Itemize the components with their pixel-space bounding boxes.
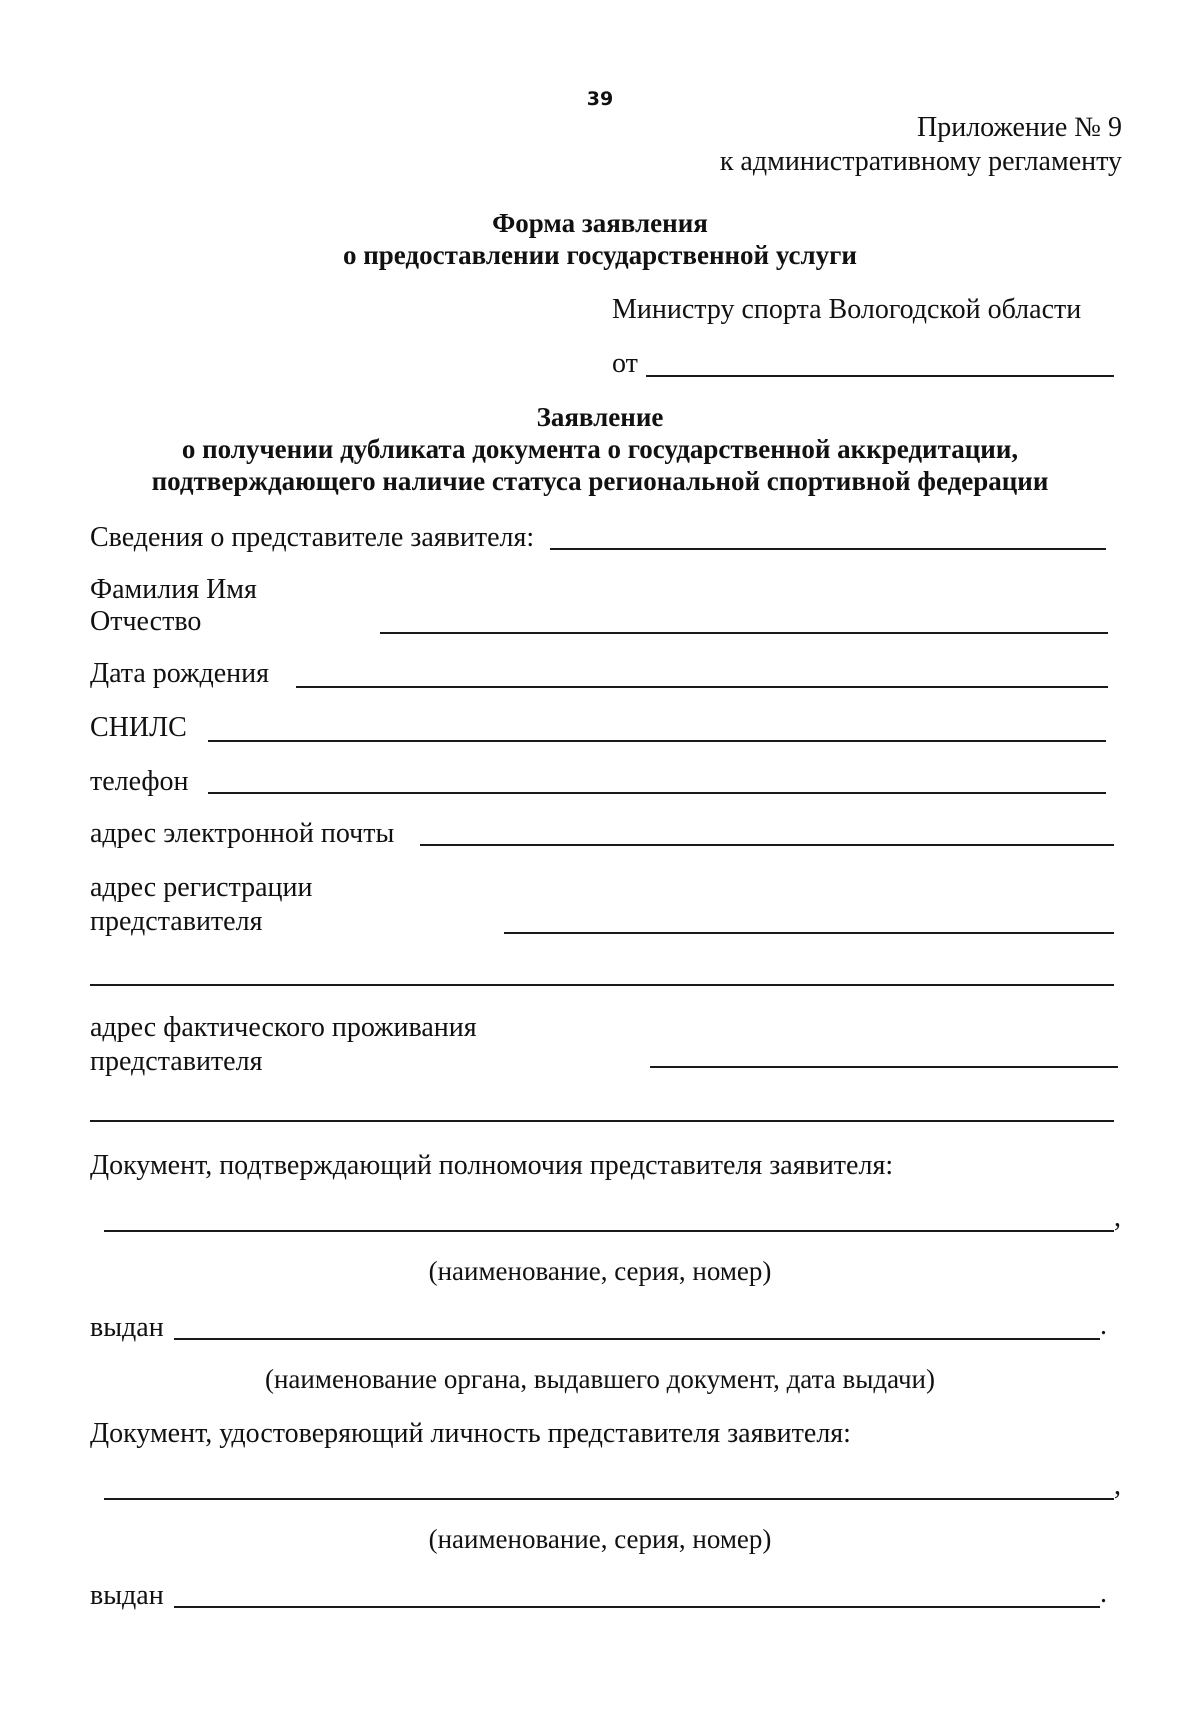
birth-date-line[interactable]	[296, 686, 1108, 688]
reg-address-label-1: адрес регистрации	[90, 872, 313, 903]
authority-doc-period: .	[1100, 1310, 1107, 1341]
identity-doc-comma: ,	[1114, 1470, 1121, 1501]
page-number: 39	[586, 88, 614, 110]
statement-title: Заявление	[536, 402, 664, 432]
actual-address-line-1[interactable]	[650, 1066, 1118, 1068]
authority-doc-heading: Документ, подтверждающий полномочия представителя заявителя:	[90, 1150, 894, 1181]
form-subtitle: о предоставлении государственной услуги	[342, 240, 857, 270]
snils-label: СНИЛС	[90, 712, 187, 743]
actual-address-line-2[interactable]	[90, 1120, 1114, 1122]
identity-doc-issued-label: выдан	[90, 1580, 164, 1611]
authority-doc-issuer-line[interactable]	[174, 1338, 1100, 1340]
phone-label: телефон	[90, 766, 189, 797]
authority-doc-issued-label: выдан	[90, 1312, 164, 1343]
authority-doc-issuer-caption: (наименование органа, выдавшего документ, дата выдачи)	[264, 1364, 936, 1394]
reg-address-label-2: представителя	[90, 906, 263, 937]
full-name-label-2: Отчество	[90, 606, 202, 637]
identity-doc-heading: Документ, удостоверяющий личность представителя заявителя:	[90, 1418, 851, 1449]
full-name-line[interactable]	[380, 632, 1108, 634]
full-name-label-1: Фамилия Имя	[90, 574, 257, 605]
identity-doc-name-line[interactable]	[104, 1498, 1114, 1500]
authority-doc-comma: ,	[1114, 1202, 1121, 1233]
appendix-reference: к административному регламенту	[719, 146, 1122, 177]
reg-address-line-1[interactable]	[504, 932, 1114, 934]
identity-doc-issuer-line[interactable]	[174, 1606, 1100, 1608]
appendix-number: Приложение № 9	[917, 112, 1122, 143]
addressee-from-label: от	[612, 348, 638, 379]
from-input-line[interactable]	[646, 375, 1114, 377]
phone-line[interactable]	[208, 792, 1106, 794]
authority-doc-name-caption: (наименование, серия, номер)	[428, 1256, 772, 1286]
actual-address-label-1: адрес фактического проживания	[90, 1012, 477, 1043]
actual-address-label-2: представителя	[90, 1046, 263, 1077]
form-title: Форма заявления	[492, 208, 708, 238]
email-label: адрес электронной почты	[90, 818, 395, 849]
identity-doc-name-caption: (наименование, серия, номер)	[428, 1524, 772, 1554]
reg-address-line-2[interactable]	[90, 984, 1114, 986]
birth-date-label: Дата рождения	[90, 658, 269, 689]
authority-doc-name-line[interactable]	[104, 1230, 1114, 1232]
representative-info-line[interactable]	[550, 548, 1106, 550]
representative-info-label: Сведения о представителе заявителя:	[90, 522, 535, 553]
identity-doc-period: .	[1100, 1578, 1107, 1609]
addressee-to: Министру спорта Вологодской области	[612, 294, 1082, 325]
statement-subtitle-2: подтверждающего наличие статуса региональной спортивной федерации	[151, 466, 1049, 496]
snils-line[interactable]	[208, 740, 1106, 742]
statement-subtitle-1: о получении дубликата документа о государственной аккредитации,	[181, 434, 1019, 464]
email-line[interactable]	[420, 844, 1114, 846]
